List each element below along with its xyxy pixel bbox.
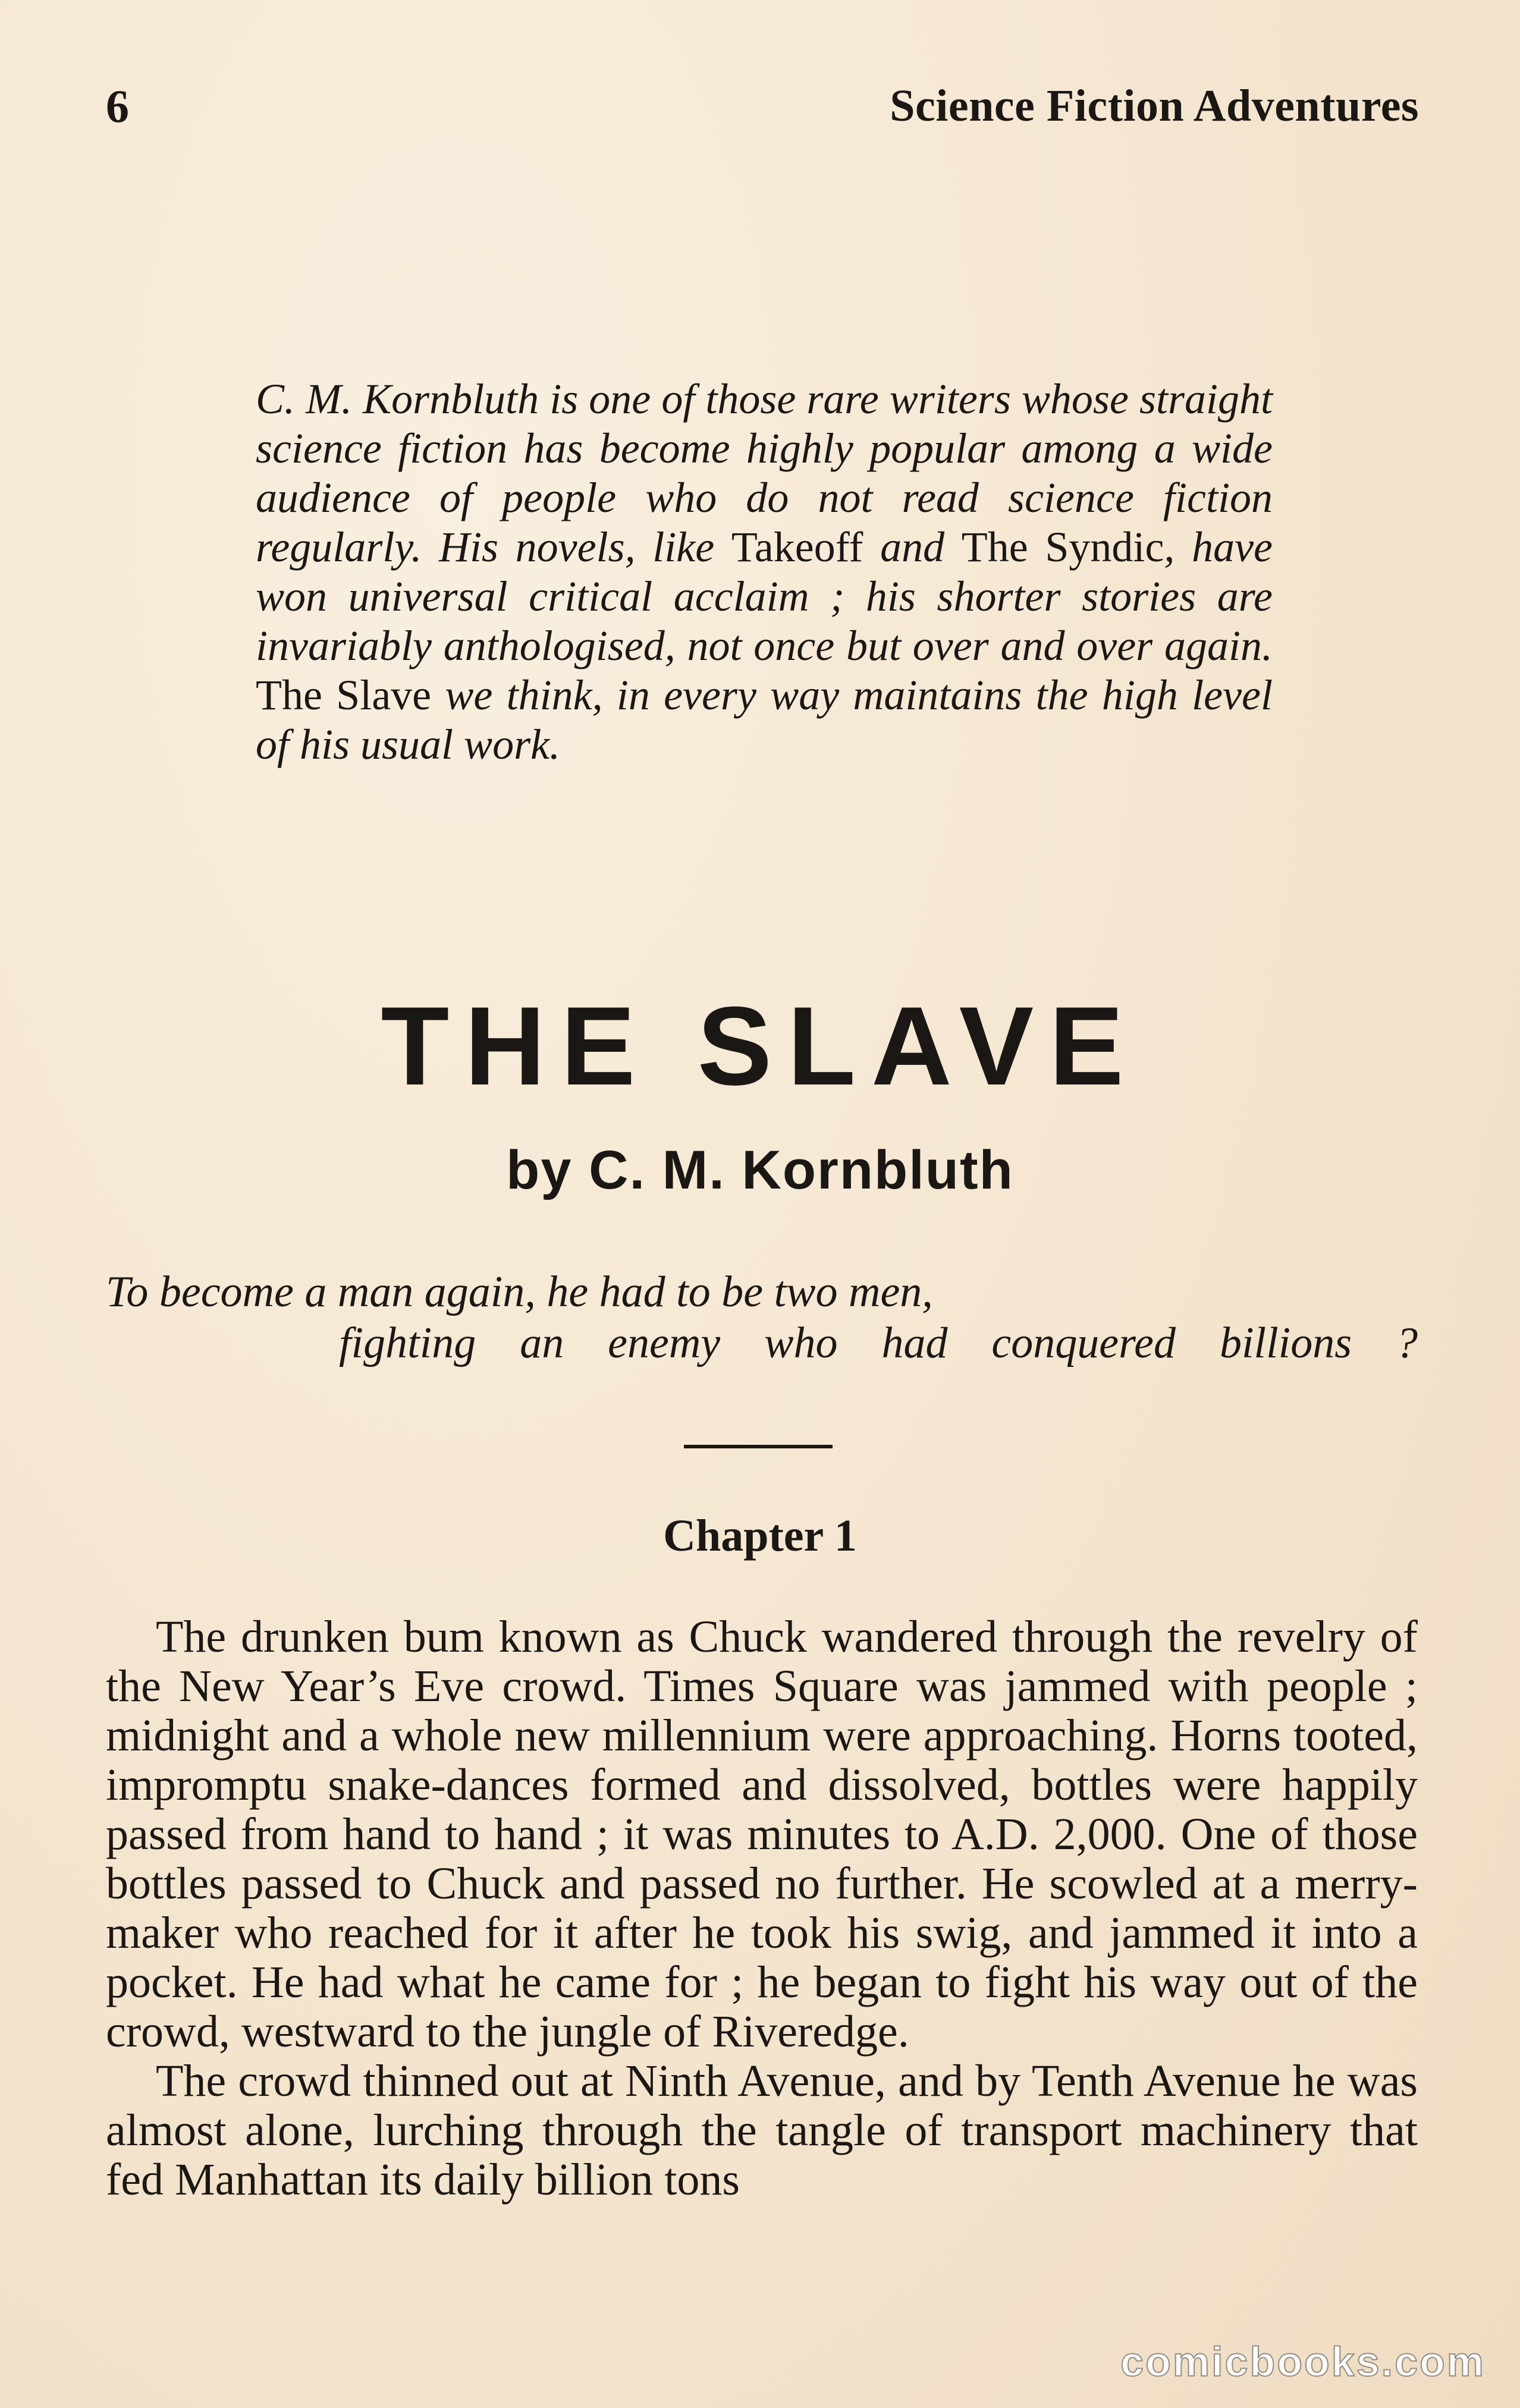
intro-text: we think, in every way maintains the high level of his usual work. [256, 671, 1273, 768]
chapter-heading: Chapter 1 [663, 1511, 857, 1561]
intro-text: , have won universal critical acclaim ; his shorter stories are invariably anthologised, not once but over and over again. [256, 523, 1273, 669]
tagline-line-1: To become a man again, he had to be two men, [106, 1268, 933, 1316]
page-number: 6 [106, 80, 129, 132]
page-header [106, 80, 1419, 143]
running-head: Science Fiction Adventures [890, 81, 1419, 131]
story-body [106, 1612, 1418, 2205]
tagline-line-2: fighting an enemy who had conquered billions ? [339, 1319, 1418, 1368]
section-divider [684, 1445, 833, 1448]
site-watermark: comicbooks.com [1120, 2338, 1486, 2385]
editorial-intro [256, 375, 1273, 769]
book-title-takeoff: Takeoff [731, 523, 863, 571]
story-tagline [106, 1266, 1418, 1369]
author-byline: by C. M. Kornbluth [506, 1140, 1014, 1200]
story-title-reference: The Slave [256, 671, 432, 719]
intro-text: and [863, 523, 962, 571]
story-title: THE SLAVE [381, 983, 1139, 1108]
book-title-syndic: The Syndic [961, 523, 1164, 571]
intro-text: C. M. Kornbluth is one of those rare writers whose straight science fiction has become highly popular among a wide audience of people who do not read science fiction regularly. His novels, like [256, 375, 1273, 571]
body-paragraph: The crowd thinned out at Ninth Avenue, and by Tenth Avenue he was almost alone, lurching through the tangle of transport machinery that fed Manhattan its daily billion tons [106, 2056, 1418, 2205]
body-paragraph: The drunken bum known as Chuck wandered through the revelry of the New Year’s Eve crowd. Times Square was jammed with people ; midnight and a whole new millennium were approaching. Horns tooted, impromptu snake-dances formed and dissolved, bottles were happily passed from hand to hand ; it was minutes to A.D. 2,000. One of those bottles passed to Chuck and passed no further. He scowled at a merry-maker who reached for it after he took his swig, and jammed it into a pocket. He had what he came for ; he began to fight his way out of the crowd, westward to the jungle of Riveredge. [106, 1612, 1418, 2057]
